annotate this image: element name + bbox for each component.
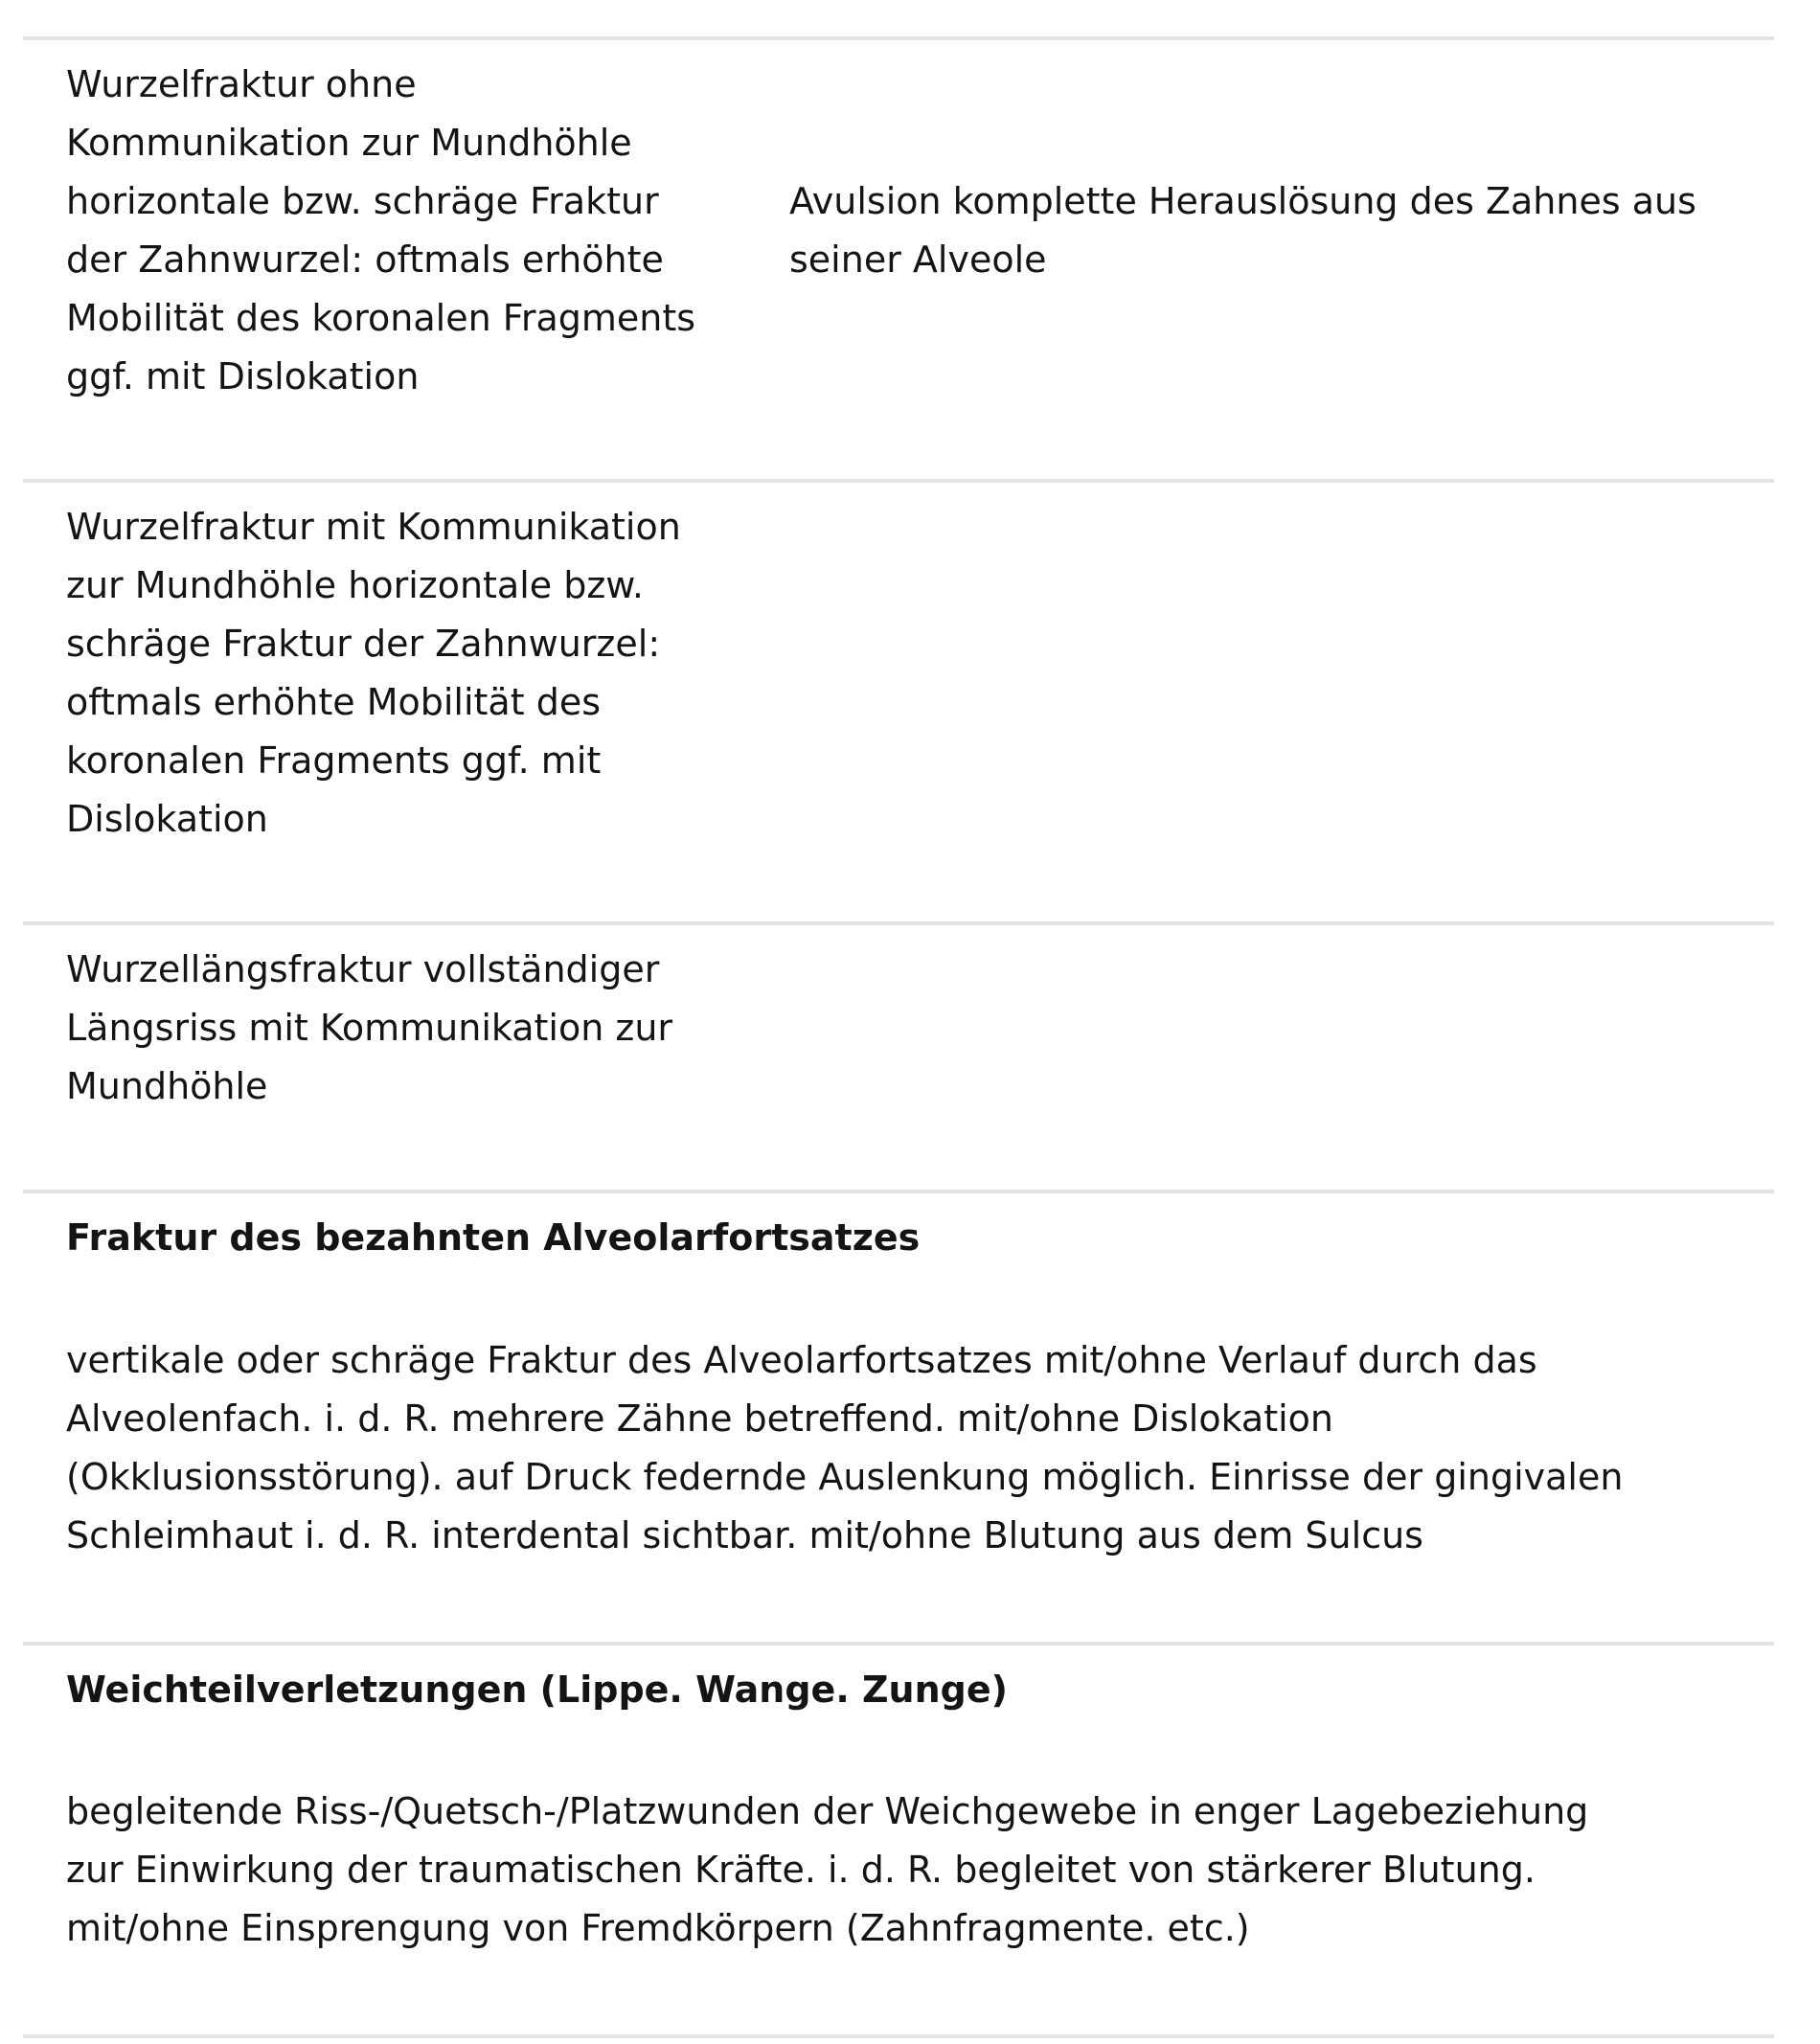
- cell-line: ggf. mit Dislokation: [66, 355, 420, 397]
- row-divider: [23, 36, 1774, 40]
- root-fracture-without-communication-cell: [66, 56, 695, 406]
- cell-line: horizontale bzw. schräge Fraktur: [66, 180, 659, 222]
- cell-line: Avulsion komplette Herauslösung des Zahnes aus: [789, 180, 1696, 222]
- row-divider: [23, 1642, 1774, 1646]
- cell-line: schräge Fraktur der Zahnwurzel:: [66, 623, 661, 665]
- cell-line: der Zahnwurzel: oftmals erhöhte: [66, 238, 664, 281]
- cell-line: oftmals erhöhte Mobilität des: [66, 681, 601, 723]
- avulsion-cell: [789, 172, 1696, 289]
- cell-line: Wurzelfraktur ohne: [66, 63, 417, 105]
- cell-line: Mundhöhle: [66, 1065, 268, 1107]
- body-line: zur Einwirkung der traumatischen Kräfte. i. d. R. begleitet von stärkerer Blutung.: [66, 1849, 1536, 1891]
- longitudinal-root-fracture-cell: [66, 941, 672, 1116]
- cell-line: zur Mundhöhle horizontale bzw.: [66, 564, 644, 606]
- body-line: vertikale oder schräge Fraktur des Alveolarfortsatzes mit/ohne Verlauf durch das: [66, 1339, 1537, 1381]
- row-divider: [23, 2034, 1774, 2038]
- body-line: begleitende Riss-/Quetsch-/Platzwunden der Weichgewebe in enger Lagebeziehung: [66, 1790, 1589, 1832]
- cell-line: Dislokation: [66, 798, 268, 840]
- cell-line: Wurzellängsfraktur vollständiger: [66, 948, 660, 990]
- cell-line: Mobilität des koronalen Fragments: [66, 297, 696, 339]
- soft-tissue-injuries-description: [66, 1783, 1588, 1958]
- cell-line: seiner Alveole: [789, 238, 1047, 281]
- soft-tissue-injuries-heading: Weichteilverletzungen (Lippe. Wange. Zunge): [66, 1669, 1008, 1711]
- row-divider: [23, 921, 1774, 925]
- alveolar-fracture-heading: Fraktur des bezahnten Alveolarfortsatzes: [66, 1216, 921, 1259]
- body-line: Alveolenfach. i. d. R. mehrere Zähne betreffend. mit/ohne Dislokation: [66, 1397, 1334, 1440]
- row-divider: [23, 1190, 1774, 1193]
- cell-line: Längsriss mit Kommunikation zur: [66, 1007, 673, 1049]
- row-divider: [23, 479, 1774, 483]
- body-line: mit/ohne Einsprengung von Fremdkörpern (Zahnfragmente. etc.): [66, 1907, 1250, 1949]
- cell-line: Wurzelfraktur mit Kommunikation: [66, 506, 681, 548]
- body-line: (Okklusionsstörung). auf Druck federnde Auslenkung möglich. Einrisse der gingivalen: [66, 1456, 1624, 1498]
- cell-line: Kommunikation zur Mundhöhle: [66, 122, 632, 164]
- alveolar-fracture-description: [66, 1331, 1623, 1565]
- root-fracture-with-communication-cell: [66, 498, 681, 849]
- cell-line: koronalen Fragments ggf. mit: [66, 739, 602, 782]
- body-line: Schleimhaut i. d. R. interdental sichtbar. mit/ohne Blutung aus dem Sulcus: [66, 1514, 1423, 1556]
